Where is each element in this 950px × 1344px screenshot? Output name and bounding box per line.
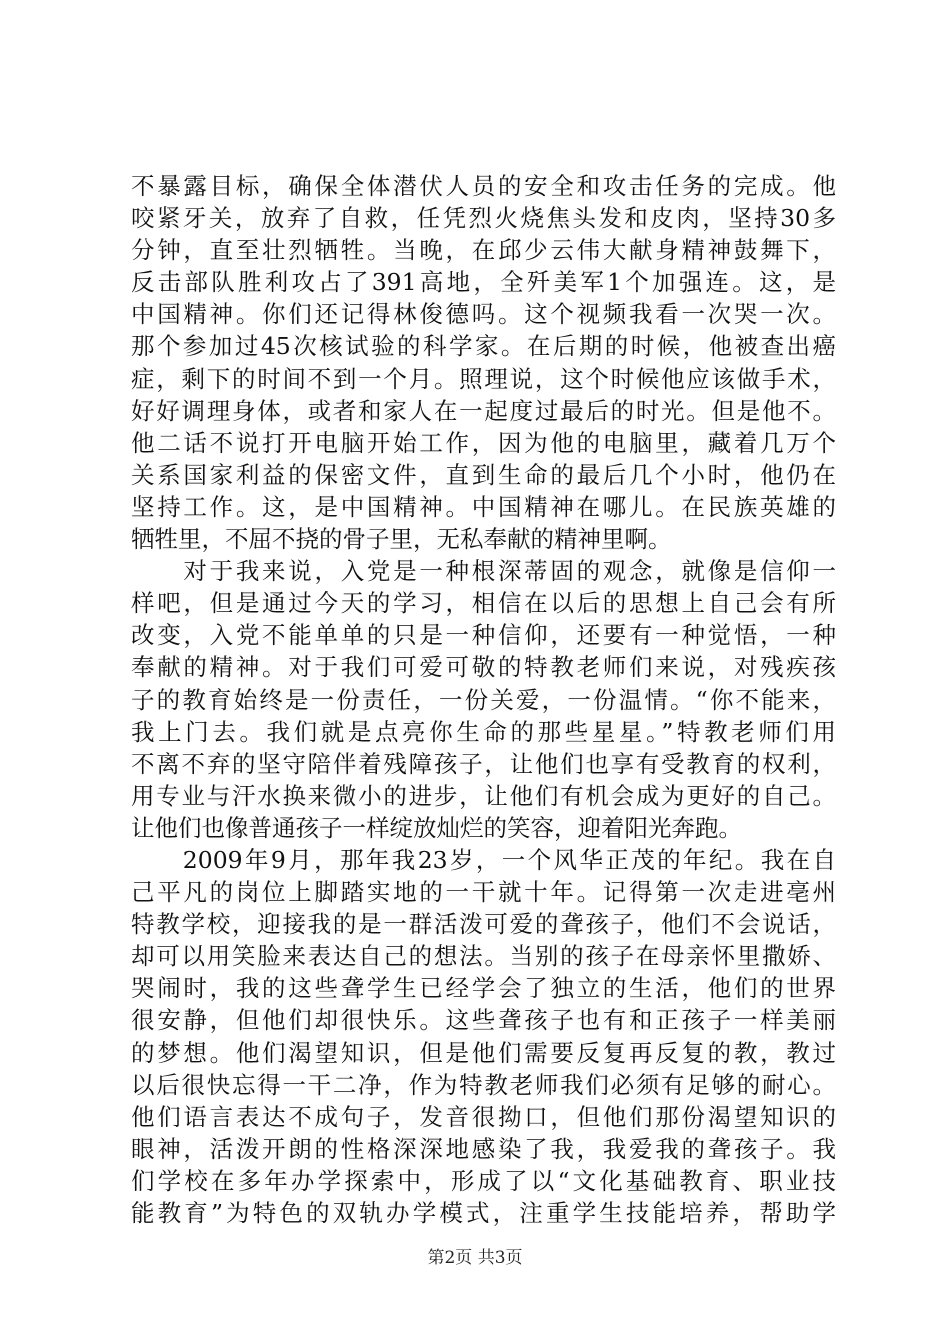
text-line: 们学校在多年办学探索中，形成了以“文化基础教育、职业技 (131, 1166, 836, 1195)
text-line: 他二话不说打开电脑开始工作，因为他的电脑里，藏着几万个 (131, 428, 836, 457)
text-line: 那个参加过45次核试验的科学家。在后期的时候，他被查出癌 (131, 332, 836, 361)
text-line: 特教学校，迎接我的是一群活泼可爱的聋孩子，他们不会说话， (131, 910, 836, 939)
text-line: 眼神，活泼开朗的性格深深地感染了我，我爱我的聋孩子。我 (131, 1134, 836, 1163)
text-line: 他们语言表达不成句子，发音很拗口，但他们那份渴望知识的 (131, 1102, 836, 1131)
text-line: 对于我来说，入党是一种根深蒂固的观念，就像是信仰一 (131, 557, 836, 586)
text-line: 2009年9月，那年我23岁，一个风华正茂的年纪。我在自 (131, 845, 836, 874)
text-line: 牺牲里，不屈不挠的骨子里，无私奉献的精神里啊。 (131, 525, 672, 554)
text-line: 能教育”为特色的双轨办学模式，注重学生技能培养，帮助学 (131, 1199, 836, 1227)
text-line: 中国精神。你们还记得林俊德吗。这个视频我看一次哭一次。 (131, 300, 836, 329)
text-line: 好好调理身体，或者和家人在一起度过最后的时光。但是他不。 (131, 396, 836, 425)
text-line: 不离不弃的坚守陪伴着残障孩子，让他们也享有受教育的权利， (131, 749, 836, 778)
text-line: 的梦想。他们渴望知识，但是他们需要反复再反复的教，教过 (131, 1038, 836, 1067)
text-line: 己平凡的岗位上脚踏实地的一干就十年。记得第一次走进亳州 (131, 878, 836, 907)
text-line: 关系国家利益的保密文件，直到生命的最后几个小时，他仍在 (131, 460, 836, 489)
text-line: 子的教育始终是一份责任，一份关爱，一份温情。“你不能来， (131, 685, 836, 714)
text-line: 以后很快忘得一干二净，作为特教老师我们必须有足够的耐心。 (131, 1070, 836, 1099)
text-line: 让他们也像普通孩子一样绽放灿烂的笑容，迎着阳光奔跑。 (131, 813, 742, 842)
text-line: 坚持工作。这，是中国精神。中国精神在哪儿。在民族英雄的 (131, 492, 836, 521)
text-line: 分钟，直至壮烈牺牲。当晚，在邱少云伟大献身精神鼓舞下， (131, 236, 836, 265)
text-line: 哭闹时，我的这些聋学生已经学会了独立的生活，他们的世界 (131, 974, 836, 1003)
text-line: 用专业与汗水换来微小的进步，让他们有机会成为更好的自己。 (131, 781, 836, 810)
body-text (131, 170, 836, 1229)
text-line: 不暴露目标，确保全体潜伏人员的安全和攻击任务的完成。他 (131, 172, 836, 200)
text-line: 反击部队胜利攻占了391高地，全歼美军1个加强连。这，是 (131, 268, 836, 297)
text-line: 奉献的精神。对于我们可爱可敬的特教老师们来说，对残疾孩 (131, 653, 836, 682)
text-line: 咬紧牙关，放弃了自救，任凭烈火烧焦头发和皮肉，坚持30多 (131, 204, 836, 233)
text-line: 改变，入党不能单单的只是一种信仰，还要有一种觉悟，一种 (131, 621, 836, 650)
text-line: 症，剩下的时间不到一个月。照理说，这个时候他应该做手术， (131, 364, 836, 393)
text-line: 样吧，但是通过今天的学习，相信在以后的思想上自己会有所 (131, 589, 836, 618)
text-line: 我上门去。我们就是点亮你生命的那些星星。”特教老师们用 (131, 717, 836, 746)
page-footer: 第2页 共3页 (427, 1248, 523, 1268)
text-line: 很安静，但他们却很快乐。这些聋孩子也有和正孩子一样美丽 (131, 1006, 836, 1035)
text-line: 却可以用笑脸来表达自己的想法。当别的孩子在母亲怀里撒娇、 (131, 942, 836, 971)
